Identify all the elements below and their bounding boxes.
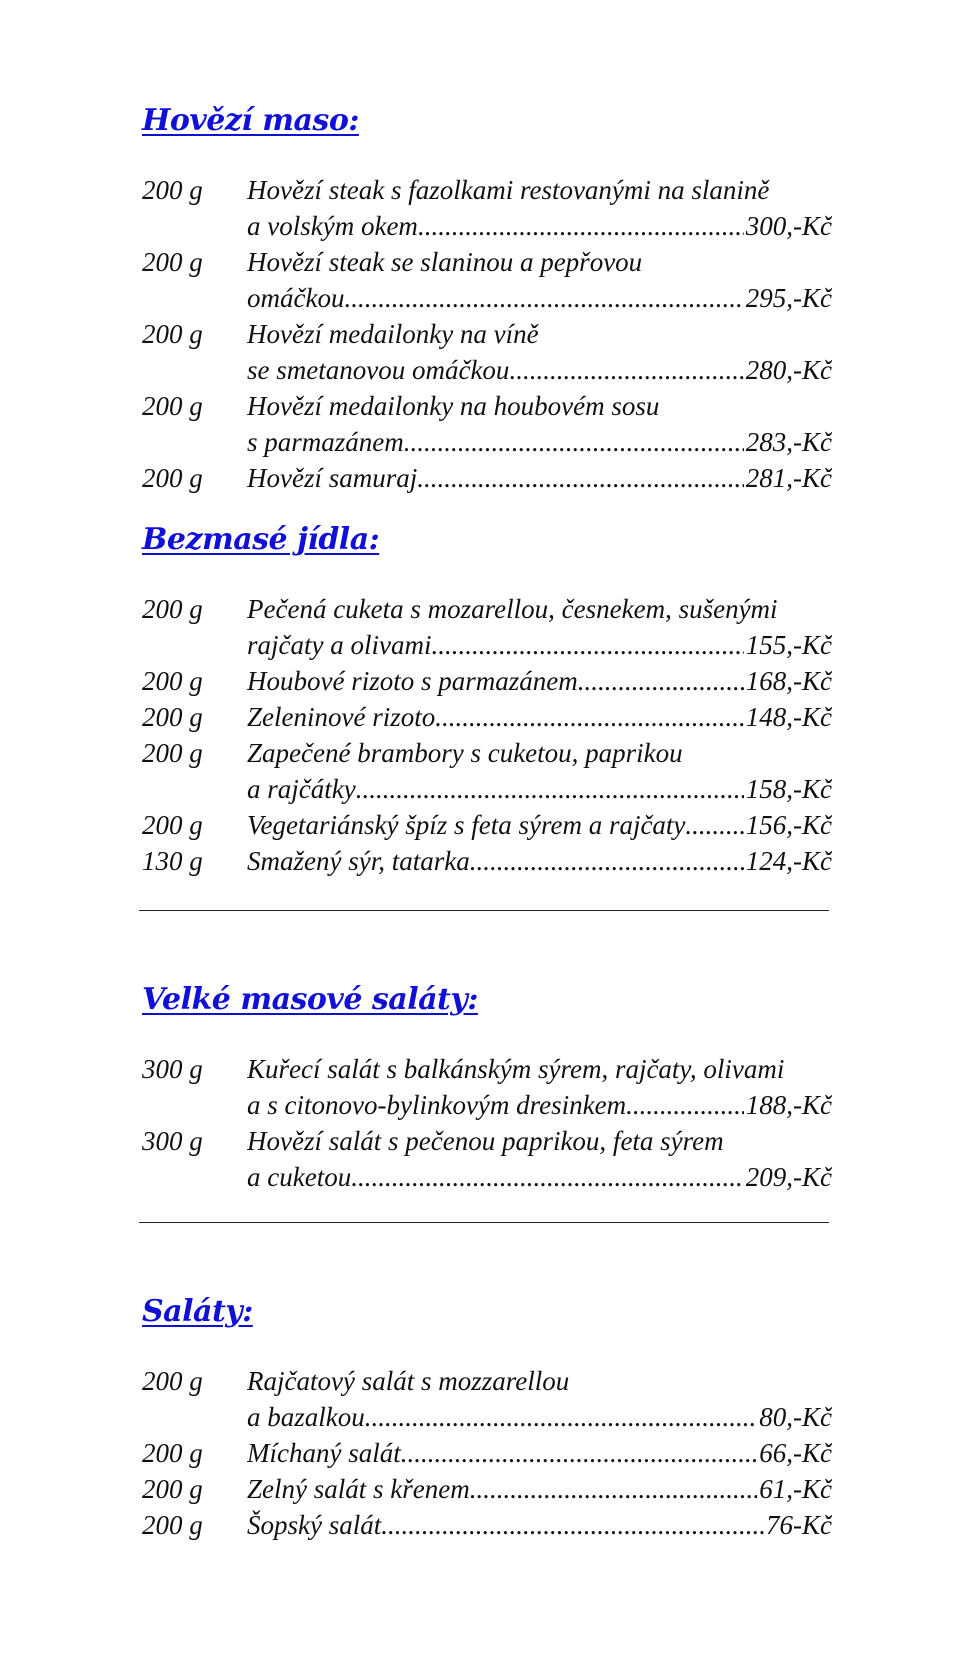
menu-item xyxy=(142,663,832,699)
menu-item-continuation xyxy=(142,424,832,460)
item-price: 80,-Kč xyxy=(759,1402,832,1432)
item-text xyxy=(247,1087,832,1123)
item-weight: 200 g xyxy=(142,319,203,349)
item-price: 295,-Kč xyxy=(745,283,832,313)
dot-leader xyxy=(404,424,744,460)
item-weight: 200 g xyxy=(142,175,203,205)
menu-item xyxy=(142,1507,832,1543)
dot-leader xyxy=(356,771,744,807)
item-text xyxy=(247,388,832,424)
item-description: Rajčatový salát s mozzarellou xyxy=(247,1366,570,1396)
menu-item xyxy=(142,460,832,496)
menu-item-continuation xyxy=(142,627,832,663)
item-description: Kuřecí salát s balkánským sýrem, rajčaty, olivami xyxy=(247,1054,785,1084)
item-description: Hovězí medailonky na víně xyxy=(247,319,539,349)
item-weight: 200 g xyxy=(142,702,203,732)
item-weight: 200 g xyxy=(142,594,203,624)
item-price: 61,-Kč xyxy=(759,1474,832,1504)
item-description: a cuketou xyxy=(247,1162,352,1192)
section-title-meat-salads: Velké masové saláty: xyxy=(142,982,478,1017)
item-text xyxy=(247,1507,832,1543)
dot-leader xyxy=(381,1507,764,1543)
item-weight: 200 g xyxy=(142,666,203,696)
item-description: Pečená cuketa s mozarellou, česnekem, sušenými xyxy=(247,594,778,624)
item-text xyxy=(247,1159,832,1195)
item-description: Šopský salát xyxy=(247,1510,382,1540)
section-meat-salads xyxy=(142,1051,832,1195)
item-weight: 200 g xyxy=(142,463,203,493)
dot-leader xyxy=(417,460,744,496)
item-description: Smažený sýr, tatarka xyxy=(247,846,470,876)
item-price: 124,-Kč xyxy=(745,846,832,876)
item-weight: 200 g xyxy=(142,247,203,277)
item-text xyxy=(247,699,832,735)
item-price: 283,-Kč xyxy=(745,427,832,457)
item-text xyxy=(247,352,832,388)
dot-leader xyxy=(418,208,744,244)
item-price: 76-Kč xyxy=(766,1510,832,1540)
item-price: 300,-Kč xyxy=(745,211,832,241)
item-text xyxy=(247,1471,832,1507)
menu-item xyxy=(142,807,832,843)
dot-leader xyxy=(470,843,744,879)
item-weight: 200 g xyxy=(142,391,203,421)
dot-leader xyxy=(365,1399,758,1435)
dot-leader xyxy=(344,280,743,316)
item-text xyxy=(247,1363,832,1399)
item-text xyxy=(247,663,832,699)
item-description: omáčkou xyxy=(247,283,345,313)
item-text xyxy=(247,172,832,208)
item-text xyxy=(247,316,832,352)
item-price: 158,-Kč xyxy=(745,774,832,804)
section-vegetarian xyxy=(142,591,832,879)
item-description: rajčaty a olivami xyxy=(247,630,432,660)
item-description: Vegetariánský špíz s feta sýrem a rajčaty xyxy=(247,810,686,840)
section-title-salads: Saláty: xyxy=(142,1294,253,1329)
section-beef xyxy=(142,172,832,496)
menu-item xyxy=(142,1363,832,1399)
item-text xyxy=(247,424,832,460)
menu-item xyxy=(142,699,832,735)
item-text xyxy=(247,460,832,496)
item-weight: 130 g xyxy=(142,846,203,876)
item-text xyxy=(247,1399,832,1435)
menu-item xyxy=(142,1051,832,1087)
item-text xyxy=(247,208,832,244)
item-text xyxy=(247,627,832,663)
item-price: 188,-Kč xyxy=(745,1090,832,1120)
item-weight: 200 g xyxy=(142,738,203,768)
menu-item-continuation xyxy=(142,280,832,316)
dot-leader xyxy=(401,1435,758,1471)
section-title-beef: Hovězí maso: xyxy=(142,103,359,138)
divider-1 xyxy=(139,910,829,911)
item-text xyxy=(247,771,832,807)
menu-item xyxy=(142,843,832,879)
item-weight: 200 g xyxy=(142,1438,203,1468)
item-price: 280,-Kč xyxy=(745,355,832,385)
item-weight: 200 g xyxy=(142,1474,203,1504)
item-description: a bazalkou xyxy=(247,1402,365,1432)
item-price: 148,-Kč xyxy=(745,702,832,732)
item-text xyxy=(247,280,832,316)
item-description: a rajčátky xyxy=(247,774,356,804)
item-weight: 200 g xyxy=(142,1366,203,1396)
dot-leader xyxy=(626,1087,744,1123)
dot-leader xyxy=(685,807,743,843)
item-description: Hovězí salát s pečenou paprikou, feta sýrem xyxy=(247,1126,724,1156)
item-description: a s citonovo-bylinkovým dresinkem xyxy=(247,1090,627,1120)
menu-item xyxy=(142,172,832,208)
item-description: se smetanovou omáčkou xyxy=(247,355,510,385)
item-description: Zapečené brambory s cuketou, paprikou xyxy=(247,738,683,768)
dot-leader xyxy=(435,699,744,735)
item-text xyxy=(247,735,832,771)
item-price: 209,-Kč xyxy=(745,1162,832,1192)
divider-2 xyxy=(139,1222,829,1223)
item-description: Houbové rizoto s parmazánem xyxy=(247,666,578,696)
item-price: 155,-Kč xyxy=(745,630,832,660)
item-text xyxy=(247,1051,832,1087)
item-price: 168,-Kč xyxy=(745,666,832,696)
item-description: Hovězí medailonky na houbovém sosu xyxy=(247,391,660,421)
menu-item-continuation xyxy=(142,352,832,388)
menu-item-continuation xyxy=(142,208,832,244)
menu-item xyxy=(142,244,832,280)
item-description: a volským okem xyxy=(247,211,418,241)
menu-item xyxy=(142,735,832,771)
menu-item xyxy=(142,1435,832,1471)
dot-leader xyxy=(470,1471,758,1507)
item-description: Hovězí samuraj xyxy=(247,463,418,493)
item-description: Hovězí steak se slaninou a pepřovou xyxy=(247,247,643,277)
item-description: Hovězí steak s fazolkami restovanými na slanině xyxy=(247,175,770,205)
item-text xyxy=(247,807,832,843)
item-description: Míchaný salát xyxy=(247,1438,401,1468)
menu-item xyxy=(142,1123,832,1159)
item-description: s parmazánem xyxy=(247,427,404,457)
item-weight: 300 g xyxy=(142,1126,203,1156)
item-text xyxy=(247,1123,832,1159)
menu-item-continuation xyxy=(142,1087,832,1123)
menu-item xyxy=(142,388,832,424)
menu-item xyxy=(142,591,832,627)
item-price: 281,-Kč xyxy=(745,463,832,493)
section-salads xyxy=(142,1363,832,1543)
item-description: Zelný salát s křenem xyxy=(247,1474,470,1504)
item-text xyxy=(247,1435,832,1471)
dot-leader xyxy=(431,627,743,663)
dot-leader xyxy=(578,663,744,699)
item-price: 66,-Kč xyxy=(759,1438,832,1468)
item-weight: 300 g xyxy=(142,1054,203,1084)
menu-item xyxy=(142,316,832,352)
dot-leader xyxy=(351,1159,744,1195)
item-weight: 200 g xyxy=(142,1510,203,1540)
menu-item xyxy=(142,1471,832,1507)
section-title-vegetarian: Bezmasé jídla: xyxy=(142,522,380,557)
item-text xyxy=(247,843,832,879)
menu-item-continuation xyxy=(142,1399,832,1435)
item-description: Zeleninové rizoto xyxy=(247,702,436,732)
menu-item-continuation xyxy=(142,771,832,807)
dot-leader xyxy=(509,352,743,388)
item-text xyxy=(247,591,832,627)
menu-item-continuation xyxy=(142,1159,832,1195)
item-price: 156,-Kč xyxy=(745,810,832,840)
item-weight: 200 g xyxy=(142,810,203,840)
item-text xyxy=(247,244,832,280)
